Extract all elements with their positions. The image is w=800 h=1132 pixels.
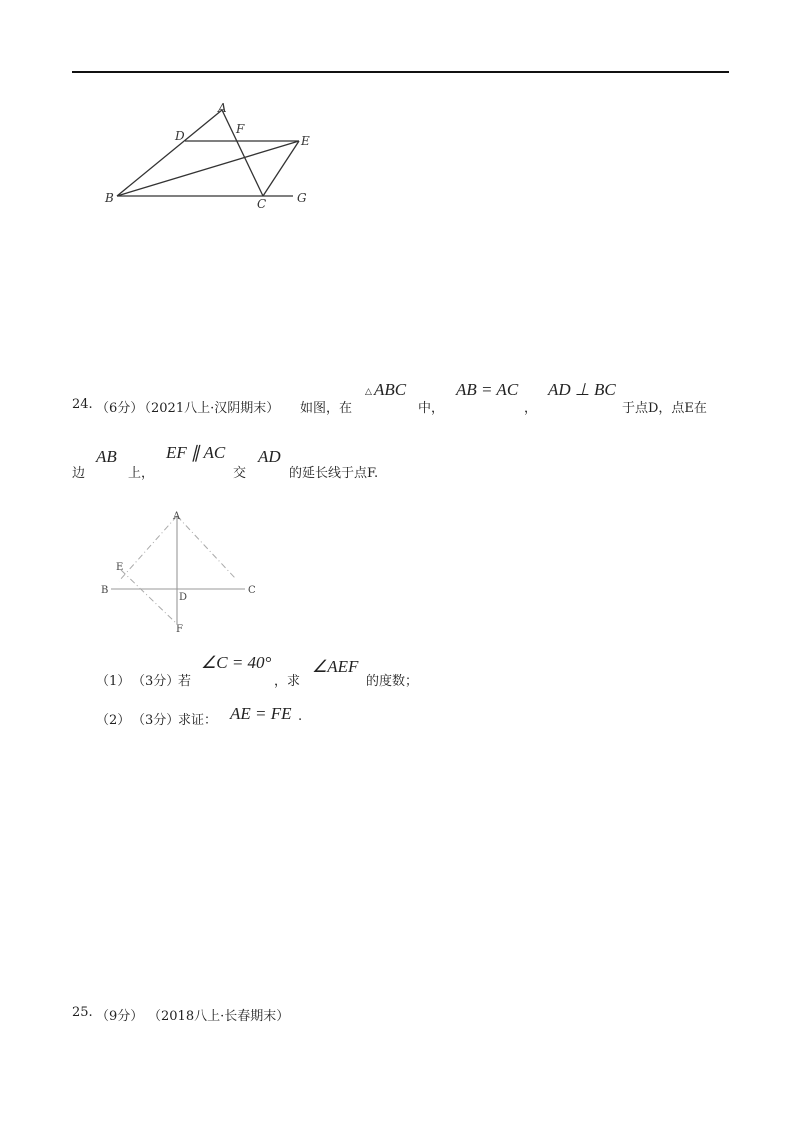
question-24-score: （6分）	[96, 401, 144, 416]
label-C: C	[257, 197, 267, 211]
part-2-end: .	[298, 709, 303, 724]
triangle-symbol: △	[365, 387, 372, 397]
fig2-label-E: E	[116, 562, 124, 573]
math-ad: AD	[258, 447, 281, 466]
text-after-perp: 于点D，点E在	[622, 401, 707, 416]
fig2-label-A: A	[173, 511, 181, 522]
math-ad-perp-bc: AD ⊥ BC	[548, 380, 616, 399]
part-1-score: （3分）	[132, 674, 180, 689]
math-triangle-abc: ABC	[374, 380, 407, 399]
part-1-ask: ，求	[274, 674, 301, 689]
fig2-label-D: D	[179, 592, 188, 603]
math-angle-c-40: ∠C = 40°	[201, 653, 272, 672]
label-A: A	[218, 101, 227, 115]
question-24-number: 24.	[72, 397, 93, 412]
text-comma: ，	[524, 401, 538, 416]
text-bian: 边	[72, 466, 86, 481]
label-F: F	[236, 122, 245, 136]
part-1-end: 的度数；	[366, 674, 419, 689]
fig2-label-C: C	[248, 585, 256, 596]
geometry-figure-2	[95, 508, 265, 636]
text-shang: 上，	[128, 466, 155, 481]
label-B: B	[105, 191, 114, 205]
part-1-number: （1）	[96, 674, 131, 689]
question-25-score: （9分）	[96, 1009, 144, 1024]
fig2-label-F: F	[176, 624, 183, 635]
math-ab: AB	[96, 447, 117, 466]
math-ab-eq-ac: AB = AC	[456, 380, 519, 399]
part-2-score: （3分）	[132, 713, 180, 728]
question-24-source: （2021八上·汉阴期末）	[138, 401, 280, 416]
part-2-number: （2）	[96, 713, 131, 728]
text-jiao: 交	[233, 466, 247, 481]
label-G: G	[297, 191, 307, 205]
math-ae-eq-fe: AE = FE	[230, 704, 292, 723]
question-25-source: （2018八上·长春期末）	[148, 1009, 290, 1024]
text-tail: 的延长线于点F.	[289, 466, 379, 481]
fig2-label-B: B	[101, 585, 109, 596]
label-E: E	[301, 134, 310, 148]
part-1-if: 若	[178, 674, 192, 689]
math-ef-parallel-ac: EF ∥ AC	[166, 443, 226, 462]
question-24-intro: 如图，在	[300, 401, 353, 416]
label-D: D	[175, 129, 185, 143]
question-25-number: 25.	[72, 1005, 93, 1020]
header-rule	[72, 71, 729, 73]
part-2-prove: 求证：	[178, 713, 218, 728]
geometry-figure-1	[95, 95, 325, 215]
math-angle-aef: ∠AEF	[312, 657, 359, 676]
text-zhong: 中，	[418, 401, 445, 416]
